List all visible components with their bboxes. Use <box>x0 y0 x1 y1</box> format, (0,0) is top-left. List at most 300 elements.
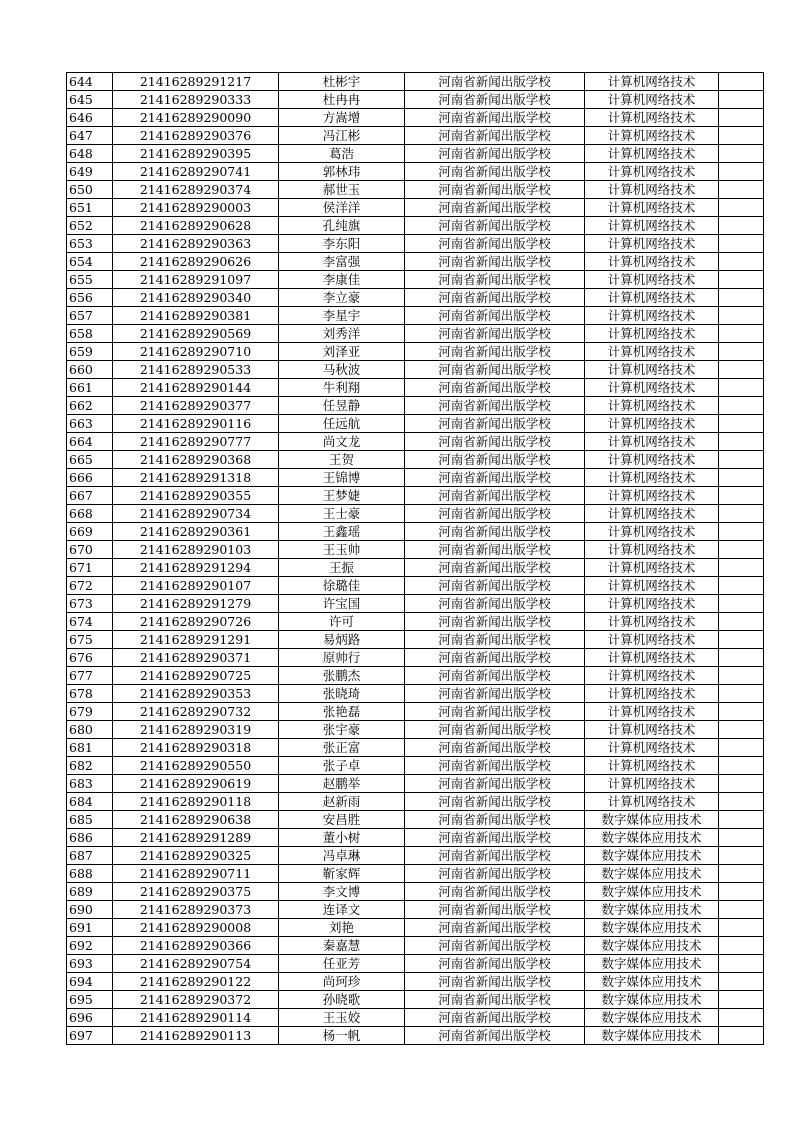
remark-cell <box>719 361 764 379</box>
candidate-number-cell: 21416289290732 <box>113 703 279 721</box>
table-row <box>67 307 764 325</box>
remark-cell <box>719 199 764 217</box>
school-cell: 河南省新闻出版学校 <box>405 739 585 757</box>
school-cell: 河南省新闻出版学校 <box>405 811 585 829</box>
major-cell: 计算机网络技术 <box>585 685 719 703</box>
major-cell: 计算机网络技术 <box>585 271 719 289</box>
major-cell: 计算机网络技术 <box>585 667 719 685</box>
candidate-number-cell: 21416289290103 <box>113 541 279 559</box>
candidate-number-cell: 21416289290090 <box>113 109 279 127</box>
student-name-cell: 杨一帆 <box>279 1027 405 1045</box>
candidate-number-cell: 21416289290368 <box>113 451 279 469</box>
table-row <box>67 1027 764 1045</box>
table-row <box>67 127 764 145</box>
school-cell: 河南省新闻出版学校 <box>405 253 585 271</box>
remark-cell <box>719 145 764 163</box>
major-cell: 数字媒体应用技术 <box>585 1009 719 1027</box>
table-row <box>67 613 764 631</box>
row-index-cell: 644 <box>67 73 113 91</box>
remark-cell <box>719 991 764 1009</box>
candidate-number-cell: 21416289290376 <box>113 127 279 145</box>
table-row <box>67 685 764 703</box>
school-cell: 河南省新闻出版学校 <box>405 667 585 685</box>
student-name-cell: 任远航 <box>279 415 405 433</box>
major-cell: 数字媒体应用技术 <box>585 829 719 847</box>
remark-cell <box>719 667 764 685</box>
school-cell: 河南省新闻出版学校 <box>405 847 585 865</box>
candidate-number-cell: 21416289291291 <box>113 631 279 649</box>
student-name-cell: 杜冉冉 <box>279 91 405 109</box>
student-name-cell: 李康佳 <box>279 271 405 289</box>
candidate-number-cell: 21416289290374 <box>113 181 279 199</box>
major-cell: 数字媒体应用技术 <box>585 865 719 883</box>
table-row <box>67 649 764 667</box>
row-index-cell: 680 <box>67 721 113 739</box>
row-index-cell: 651 <box>67 199 113 217</box>
student-name-cell: 葛浩 <box>279 145 405 163</box>
student-name-cell: 冯江彬 <box>279 127 405 145</box>
candidate-number-cell: 21416289290114 <box>113 1009 279 1027</box>
table-row <box>67 847 764 865</box>
major-cell: 计算机网络技术 <box>585 613 719 631</box>
remark-cell <box>719 703 764 721</box>
remark-cell <box>719 469 764 487</box>
school-cell: 河南省新闻出版学校 <box>405 1009 585 1027</box>
major-cell: 计算机网络技术 <box>585 199 719 217</box>
candidate-number-cell: 21416289290363 <box>113 235 279 253</box>
school-cell: 河南省新闻出版学校 <box>405 469 585 487</box>
row-index-cell: 695 <box>67 991 113 1009</box>
major-cell: 计算机网络技术 <box>585 739 719 757</box>
remark-cell <box>719 235 764 253</box>
row-index-cell: 684 <box>67 793 113 811</box>
table-row <box>67 757 764 775</box>
school-cell: 河南省新闻出版学校 <box>405 559 585 577</box>
row-index-cell: 669 <box>67 523 113 541</box>
major-cell: 计算机网络技术 <box>585 505 719 523</box>
remark-cell <box>719 1027 764 1045</box>
table-row <box>67 955 764 973</box>
major-cell: 计算机网络技术 <box>585 487 719 505</box>
major-cell: 计算机网络技术 <box>585 145 719 163</box>
table-row <box>67 595 764 613</box>
remark-cell <box>719 433 764 451</box>
major-cell: 数字媒体应用技术 <box>585 1027 719 1045</box>
table-row <box>67 901 764 919</box>
remark-cell <box>719 613 764 631</box>
remark-cell <box>719 73 764 91</box>
school-cell: 河南省新闻出版学校 <box>405 361 585 379</box>
school-cell: 河南省新闻出版学校 <box>405 793 585 811</box>
remark-cell <box>719 847 764 865</box>
table-row <box>67 397 764 415</box>
remark-cell <box>719 919 764 937</box>
student-name-cell: 张晓琦 <box>279 685 405 703</box>
remark-cell <box>719 109 764 127</box>
major-cell: 计算机网络技术 <box>585 235 719 253</box>
student-name-cell: 秦嘉慧 <box>279 937 405 955</box>
row-index-cell: 685 <box>67 811 113 829</box>
school-cell: 河南省新闻出版学校 <box>405 883 585 901</box>
candidate-number-cell: 21416289290395 <box>113 145 279 163</box>
student-name-cell: 易炳路 <box>279 631 405 649</box>
candidate-number-cell: 21416289290118 <box>113 793 279 811</box>
major-cell: 计算机网络技术 <box>585 343 719 361</box>
school-cell: 河南省新闻出版学校 <box>405 451 585 469</box>
student-name-cell: 牛利翔 <box>279 379 405 397</box>
remark-cell <box>719 577 764 595</box>
candidate-number-cell: 21416289290377 <box>113 397 279 415</box>
candidate-number-cell: 21416289290725 <box>113 667 279 685</box>
student-name-cell: 郝世玉 <box>279 181 405 199</box>
candidate-number-cell: 21416289291294 <box>113 559 279 577</box>
row-index-cell: 686 <box>67 829 113 847</box>
major-cell: 计算机网络技术 <box>585 649 719 667</box>
remark-cell <box>719 253 764 271</box>
school-cell: 河南省新闻出版学校 <box>405 127 585 145</box>
school-cell: 河南省新闻出版学校 <box>405 397 585 415</box>
remark-cell <box>719 685 764 703</box>
candidate-number-cell: 21416289290318 <box>113 739 279 757</box>
remark-cell <box>719 1009 764 1027</box>
remark-cell <box>719 163 764 181</box>
school-cell: 河南省新闻出版学校 <box>405 757 585 775</box>
candidate-number-cell: 21416289291318 <box>113 469 279 487</box>
school-cell: 河南省新闻出版学校 <box>405 955 585 973</box>
major-cell: 数字媒体应用技术 <box>585 811 719 829</box>
major-cell: 计算机网络技术 <box>585 631 719 649</box>
row-index-cell: 689 <box>67 883 113 901</box>
student-name-cell: 任亚芳 <box>279 955 405 973</box>
candidate-number-cell: 21416289290638 <box>113 811 279 829</box>
school-cell: 河南省新闻出版学校 <box>405 937 585 955</box>
student-name-cell: 王贺 <box>279 451 405 469</box>
candidate-number-cell: 21416289290373 <box>113 901 279 919</box>
student-name-cell: 王玉帅 <box>279 541 405 559</box>
major-cell: 数字媒体应用技术 <box>585 937 719 955</box>
table-row <box>67 829 764 847</box>
table-row <box>67 631 764 649</box>
row-index-cell: 656 <box>67 289 113 307</box>
major-cell: 计算机网络技术 <box>585 109 719 127</box>
remark-cell <box>719 559 764 577</box>
remark-cell <box>719 631 764 649</box>
remark-cell <box>719 829 764 847</box>
major-cell: 数字媒体应用技术 <box>585 991 719 1009</box>
major-cell: 计算机网络技术 <box>585 523 719 541</box>
candidate-number-cell: 21416289290754 <box>113 955 279 973</box>
major-cell: 计算机网络技术 <box>585 361 719 379</box>
major-cell: 计算机网络技术 <box>585 91 719 109</box>
school-cell: 河南省新闻出版学校 <box>405 181 585 199</box>
row-index-cell: 664 <box>67 433 113 451</box>
candidate-number-cell: 21416289290144 <box>113 379 279 397</box>
row-index-cell: 645 <box>67 91 113 109</box>
candidate-number-cell: 21416289290325 <box>113 847 279 865</box>
table-row <box>67 775 764 793</box>
row-index-cell: 693 <box>67 955 113 973</box>
candidate-number-cell: 21416289290366 <box>113 937 279 955</box>
row-index-cell: 668 <box>67 505 113 523</box>
row-index-cell: 679 <box>67 703 113 721</box>
row-index-cell: 673 <box>67 595 113 613</box>
candidate-number-cell: 21416289290533 <box>113 361 279 379</box>
table-row <box>67 865 764 883</box>
table-row <box>67 217 764 235</box>
school-cell: 河南省新闻出版学校 <box>405 199 585 217</box>
table-row <box>67 721 764 739</box>
table-row <box>67 343 764 361</box>
major-cell: 计算机网络技术 <box>585 775 719 793</box>
school-cell: 河南省新闻出版学校 <box>405 235 585 253</box>
row-index-cell: 647 <box>67 127 113 145</box>
remark-cell <box>719 307 764 325</box>
school-cell: 河南省新闻出版学校 <box>405 271 585 289</box>
candidate-number-cell: 21416289291289 <box>113 829 279 847</box>
row-index-cell: 691 <box>67 919 113 937</box>
student-name-cell: 马秋波 <box>279 361 405 379</box>
remark-cell <box>719 937 764 955</box>
student-name-cell: 徐璐佳 <box>279 577 405 595</box>
school-cell: 河南省新闻出版学校 <box>405 379 585 397</box>
student-name-cell: 王鑫瑶 <box>279 523 405 541</box>
student-name-cell: 王梦婕 <box>279 487 405 505</box>
school-cell: 河南省新闻出版学校 <box>405 541 585 559</box>
row-index-cell: 675 <box>67 631 113 649</box>
row-index-cell: 662 <box>67 397 113 415</box>
school-cell: 河南省新闻出版学校 <box>405 487 585 505</box>
school-cell: 河南省新闻出版学校 <box>405 343 585 361</box>
student-name-cell: 李文博 <box>279 883 405 901</box>
row-index-cell: 681 <box>67 739 113 757</box>
table-row <box>67 505 764 523</box>
remark-cell <box>719 811 764 829</box>
row-index-cell: 665 <box>67 451 113 469</box>
school-cell: 河南省新闻出版学校 <box>405 631 585 649</box>
student-name-cell: 李东阳 <box>279 235 405 253</box>
major-cell: 计算机网络技术 <box>585 289 719 307</box>
student-name-cell: 郭林玮 <box>279 163 405 181</box>
candidate-number-cell: 21416289290375 <box>113 883 279 901</box>
row-index-cell: 661 <box>67 379 113 397</box>
table-row <box>67 1009 764 1027</box>
candidate-number-cell: 21416289290319 <box>113 721 279 739</box>
table-row <box>67 523 764 541</box>
major-cell: 计算机网络技术 <box>585 595 719 613</box>
major-cell: 数字媒体应用技术 <box>585 973 719 991</box>
remark-cell <box>719 883 764 901</box>
table-row <box>67 73 764 91</box>
student-name-cell: 刘秀洋 <box>279 325 405 343</box>
major-cell: 数字媒体应用技术 <box>585 901 719 919</box>
table-row <box>67 289 764 307</box>
candidate-number-cell: 21416289290361 <box>113 523 279 541</box>
table-row <box>67 811 764 829</box>
school-cell: 河南省新闻出版学校 <box>405 649 585 667</box>
student-name-cell: 张正富 <box>279 739 405 757</box>
row-index-cell: 690 <box>67 901 113 919</box>
student-name-cell: 孙晓歌 <box>279 991 405 1009</box>
remark-cell <box>719 487 764 505</box>
remark-cell <box>719 721 764 739</box>
major-cell: 计算机网络技术 <box>585 217 719 235</box>
major-cell: 数字媒体应用技术 <box>585 883 719 901</box>
candidate-number-cell: 21416289290710 <box>113 343 279 361</box>
candidate-number-cell: 21416289290619 <box>113 775 279 793</box>
candidate-number-cell: 21416289290734 <box>113 505 279 523</box>
row-index-cell: 694 <box>67 973 113 991</box>
student-name-cell: 张鹏杰 <box>279 667 405 685</box>
remark-cell <box>719 739 764 757</box>
school-cell: 河南省新闻出版学校 <box>405 595 585 613</box>
row-index-cell: 670 <box>67 541 113 559</box>
school-cell: 河南省新闻出版学校 <box>405 289 585 307</box>
row-index-cell: 652 <box>67 217 113 235</box>
major-cell: 计算机网络技术 <box>585 73 719 91</box>
candidate-number-cell: 21416289290355 <box>113 487 279 505</box>
remark-cell <box>719 595 764 613</box>
table-row <box>67 253 764 271</box>
school-cell: 河南省新闻出版学校 <box>405 721 585 739</box>
remark-cell <box>719 271 764 289</box>
row-index-cell: 653 <box>67 235 113 253</box>
row-index-cell: 658 <box>67 325 113 343</box>
school-cell: 河南省新闻出版学校 <box>405 1027 585 1045</box>
table-row <box>67 91 764 109</box>
row-index-cell: 671 <box>67 559 113 577</box>
remark-cell <box>719 973 764 991</box>
row-index-cell: 696 <box>67 1009 113 1027</box>
remark-cell <box>719 505 764 523</box>
remark-cell <box>719 379 764 397</box>
table-row <box>67 145 764 163</box>
row-index-cell: 687 <box>67 847 113 865</box>
candidate-number-cell: 21416289290371 <box>113 649 279 667</box>
table-row <box>67 703 764 721</box>
school-cell: 河南省新闻出版学校 <box>405 919 585 937</box>
remark-cell <box>719 649 764 667</box>
table-row <box>67 793 764 811</box>
roster-table <box>66 72 764 1045</box>
candidate-number-cell: 21416289290003 <box>113 199 279 217</box>
remark-cell <box>719 775 764 793</box>
student-name-cell: 李立豪 <box>279 289 405 307</box>
table-row <box>67 469 764 487</box>
candidate-number-cell: 21416289291097 <box>113 271 279 289</box>
remark-cell <box>719 415 764 433</box>
student-name-cell: 刘艳 <box>279 919 405 937</box>
remark-cell <box>719 289 764 307</box>
student-name-cell: 张子卓 <box>279 757 405 775</box>
row-index-cell: 650 <box>67 181 113 199</box>
student-name-cell: 任昱静 <box>279 397 405 415</box>
roster-body <box>67 73 764 1045</box>
table-row <box>67 433 764 451</box>
table-row <box>67 541 764 559</box>
major-cell: 计算机网络技术 <box>585 307 719 325</box>
table-row <box>67 235 764 253</box>
remark-cell <box>719 397 764 415</box>
school-cell: 河南省新闻出版学校 <box>405 91 585 109</box>
remark-cell <box>719 901 764 919</box>
major-cell: 计算机网络技术 <box>585 721 719 739</box>
table-row <box>67 919 764 937</box>
row-index-cell: 667 <box>67 487 113 505</box>
major-cell: 数字媒体应用技术 <box>585 847 719 865</box>
major-cell: 计算机网络技术 <box>585 163 719 181</box>
row-index-cell: 663 <box>67 415 113 433</box>
table-row <box>67 991 764 1009</box>
row-index-cell: 659 <box>67 343 113 361</box>
table-row <box>67 271 764 289</box>
student-name-cell: 王玉姣 <box>279 1009 405 1027</box>
table-row <box>67 973 764 991</box>
remark-cell <box>719 343 764 361</box>
row-index-cell: 676 <box>67 649 113 667</box>
table-row <box>67 487 764 505</box>
candidate-number-cell: 21416289290777 <box>113 433 279 451</box>
candidate-number-cell: 21416289290726 <box>113 613 279 631</box>
remark-cell <box>719 523 764 541</box>
row-index-cell: 672 <box>67 577 113 595</box>
major-cell: 计算机网络技术 <box>585 469 719 487</box>
row-index-cell: 692 <box>67 937 113 955</box>
remark-cell <box>719 325 764 343</box>
school-cell: 河南省新闻出版学校 <box>405 523 585 541</box>
table-row <box>67 937 764 955</box>
school-cell: 河南省新闻出版学校 <box>405 991 585 1009</box>
major-cell: 计算机网络技术 <box>585 559 719 577</box>
student-name-cell: 赵新雨 <box>279 793 405 811</box>
row-index-cell: 678 <box>67 685 113 703</box>
row-index-cell: 657 <box>67 307 113 325</box>
student-name-cell: 杜彬宇 <box>279 73 405 91</box>
candidate-number-cell: 21416289291217 <box>113 73 279 91</box>
candidate-number-cell: 21416289290116 <box>113 415 279 433</box>
school-cell: 河南省新闻出版学校 <box>405 109 585 127</box>
school-cell: 河南省新闻出版学校 <box>405 145 585 163</box>
major-cell: 计算机网络技术 <box>585 577 719 595</box>
student-name-cell: 李星宇 <box>279 307 405 325</box>
remark-cell <box>719 91 764 109</box>
remark-cell <box>719 541 764 559</box>
student-name-cell: 王士豪 <box>279 505 405 523</box>
candidate-number-cell: 21416289290113 <box>113 1027 279 1045</box>
school-cell: 河南省新闻出版学校 <box>405 865 585 883</box>
row-index-cell: 683 <box>67 775 113 793</box>
major-cell: 计算机网络技术 <box>585 793 719 811</box>
student-name-cell: 靳家辉 <box>279 865 405 883</box>
student-name-cell: 张艳磊 <box>279 703 405 721</box>
school-cell: 河南省新闻出版学校 <box>405 163 585 181</box>
major-cell: 计算机网络技术 <box>585 541 719 559</box>
school-cell: 河南省新闻出版学校 <box>405 685 585 703</box>
candidate-number-cell: 21416289290569 <box>113 325 279 343</box>
table-row <box>67 451 764 469</box>
remark-cell <box>719 181 764 199</box>
row-index-cell: 649 <box>67 163 113 181</box>
remark-cell <box>719 865 764 883</box>
student-name-cell: 尚珂珍 <box>279 973 405 991</box>
major-cell: 计算机网络技术 <box>585 433 719 451</box>
candidate-number-cell: 21416289290340 <box>113 289 279 307</box>
row-index-cell: 654 <box>67 253 113 271</box>
major-cell: 计算机网络技术 <box>585 397 719 415</box>
school-cell: 河南省新闻出版学校 <box>405 73 585 91</box>
remark-cell <box>719 955 764 973</box>
school-cell: 河南省新闻出版学校 <box>405 433 585 451</box>
candidate-number-cell: 21416289290626 <box>113 253 279 271</box>
